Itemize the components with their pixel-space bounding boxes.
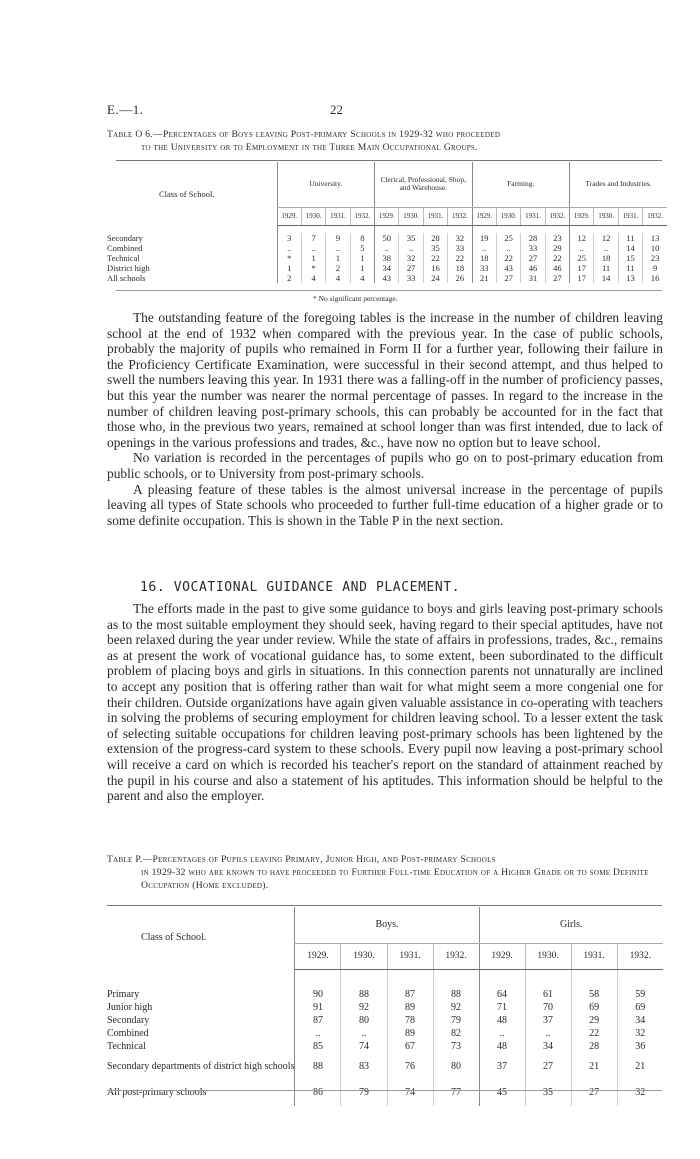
table-o6-cell: 32 [448,233,472,243]
table-o6-cell: 15 [618,253,642,263]
table-p-cell: 34 [525,1041,571,1054]
table-p-cell: 35 [525,1080,571,1106]
table-o6-cell: 10 [643,243,667,253]
table-p-row-label [107,1054,295,1080]
table-o6-cell: 43 [375,273,399,283]
table-p-year-header: 1931. [571,943,617,969]
paragraph: A pleasing feature of these tables is the almost universal increase in the percentage of pupils leaving all types of State schools who proceeded to further full-time education of a higher grade or to some definite occupation. This is shown in the Table P in the next section. [107,481,663,528]
table-o6-cell: 9 [326,233,350,243]
table-o6-row [107,233,667,243]
table-o6-cell: 3 [277,233,301,243]
table-p-row [107,1028,663,1041]
table-o6-cell: 1 [350,263,374,273]
table-o6-cell: 9 [643,263,667,273]
table-o6-cell: 32 [399,253,423,263]
table-p-group-header: Girls. [479,907,663,943]
table-o6-year-header: 1929. [375,207,399,225]
table-o6-cell: 19 [472,233,496,243]
table-o6-year-header: 1931. [521,207,545,225]
table-o6-row-label-text: Secondary [107,233,143,243]
table-p-body [107,989,663,1106]
table-o6-cell: 4 [301,273,325,283]
table-o6-cell: 11 [618,263,642,273]
table-o6-year-header: 1932. [448,207,472,225]
table-o6-cell: .. [594,243,618,253]
table-p-year-header: 1932. [433,943,479,969]
table-o6-cell: 2 [326,263,350,273]
table-o6-caption-rest: to the University or to Employment in the Three Main Occupational Groups. [141,142,478,153]
table-o6-cell: 33 [472,263,496,273]
table-o6-year-header: 1929. [570,207,594,225]
table-o6-cell: 7 [301,233,325,243]
table-o6-row-label [107,233,277,243]
table-o6-row-label-text: District high [107,263,150,273]
table-p-cell: 74 [387,1080,433,1106]
table-p-cell: 21 [571,1054,617,1080]
table-p-caption-lead: Table P.—Percentages of Pupils leaving Primary, Junior High, and Post-primary Schools [107,854,496,865]
table-p-caption [107,853,662,892]
table-p-row-label [107,1028,295,1041]
table-p-cell: 92 [341,1002,387,1015]
table-o6-cell: 18 [594,253,618,263]
table-o6-caption [107,128,662,154]
table-p-top-rule [107,905,662,906]
table-o6-cell: 33 [448,243,472,253]
table-p-row-label-text: All post-primary schools [107,1086,207,1098]
table-o6-group-header: University. [277,162,375,207]
table-p-row [107,1080,663,1106]
table-p-cell: 91 [295,1002,341,1015]
table-o6-cell: 1 [350,253,374,263]
table-o6-year-header: 1932. [350,207,374,225]
table-o6-cell: 29 [545,243,569,253]
table-o6-cell: 13 [643,233,667,243]
section-title: 16. VOCATIONAL GUIDANCE AND PLACEMENT. [140,580,461,595]
table-p-cell: 48 [479,1015,525,1028]
table-o6-cell: .. [301,243,325,253]
table-o6-cell: * [277,253,301,263]
body-text-section [107,601,663,804]
table-o6-year-header: 1932. [545,207,569,225]
table-o6-row [107,253,667,263]
table-p-cell: .. [295,1028,341,1041]
table-o6-cell: 27 [521,253,545,263]
table-p-cell: .. [525,1028,571,1041]
table-p-cell: 89 [387,1028,433,1041]
table-o6-cell: 1 [301,253,325,263]
table-o6-cell: 25 [570,253,594,263]
table-o6-cell: 4 [350,273,374,283]
table-p-class-header: Class of School. [141,931,207,943]
table-p-row-label-text: Secondary departments of district high schools [107,1060,295,1072]
table-p-row-label [107,1002,295,1015]
table-p-cell: 22 [571,1028,617,1041]
table-o6-cell: 14 [594,273,618,283]
table-o6-cell: 35 [399,233,423,243]
table-o6-cell: 23 [545,233,569,243]
table-p-cell: 88 [295,1054,341,1080]
table-p-cell: .. [341,1028,387,1041]
table-p-year-header: 1930. [341,943,387,969]
table-o6-cell: 5 [350,243,374,253]
table-p-cell: 37 [525,1015,571,1028]
page-number: 22 [330,102,343,117]
table-o6-cell: 22 [448,253,472,263]
table-o6-cell: 1 [277,263,301,273]
table-p-cell: 79 [433,1015,479,1028]
table-o6-year-header: 1930. [399,207,423,225]
table-o6-cell: .. [326,243,350,253]
table-o6-cell: 22 [545,253,569,263]
table-p-row-label [107,989,295,1002]
table-p-cell: 27 [571,1080,617,1106]
table-o6-row [107,273,667,283]
table-p-cell: 79 [341,1080,387,1106]
table-p-cell: 48 [479,1041,525,1054]
table-o6-cell: 21 [472,273,496,283]
table-o6-year-header: 1931. [423,207,447,225]
table-p-cell: 87 [387,989,433,1002]
table-o6-cell: 27 [545,273,569,283]
table-o6-row-label [107,253,277,263]
table-p-cell: 69 [571,1002,617,1015]
table-p-cell: 78 [387,1015,433,1028]
table-o6 [107,162,667,283]
table-p-cell: 87 [295,1015,341,1028]
table-p-row [107,1002,663,1015]
table-p-cell: 28 [571,1041,617,1054]
table-p-cell: 67 [387,1041,433,1054]
table-o6-cell: 28 [423,233,447,243]
table-p [107,907,663,1106]
table-p-cell: 64 [479,989,525,1002]
table-o6-row-label [107,243,277,253]
table-o6-row-label-text: All schools [107,273,146,283]
table-o6-cell: 23 [643,253,667,263]
table-p-cell: 92 [433,1002,479,1015]
table-o6-cell: 14 [618,243,642,253]
table-p-caption-rest: in 1929-32 who are known to have proceeded to Further Full-time Education of a Higher Grade or to some Definite Occupation (Home excluded). [141,867,649,891]
table-o6-group-header: Clerical, Professional, Shop, and Warehouse. [375,162,473,207]
table-p-cell: .. [479,1028,525,1041]
table-p-row [107,989,663,1002]
table-o6-cell: 34 [375,263,399,273]
table-p-cell: 71 [479,1002,525,1015]
table-p-cell: 82 [433,1028,479,1041]
table-o6-cell: 22 [423,253,447,263]
paragraph: The outstanding feature of the foregoing tables is the increase in the number of children leaving school at the end of 1932 when compared with the previous year. In the case of public schools, probably the majority of pupils who remained in Form II for a further year, following their failure in the Proficiency Certificate Examination, were successful in their second attempt, and thus helped to swell the numbers leaving this year. In 1931 there was a falling-off in the number of proficiency passes, but this year the number was nearer the normal percentage of passes. In regard to the increase in the number of children leaving post-primary schools, this can probably be accounted for in the fact that those who, in the previous two years, remained at school longer than was first intended, due to lack of openings in the various professions and trades, &c., have now no option but to leave school. [107,310,663,450]
document-code: E.—1. [107,102,144,117]
table-p-row-label [107,1015,295,1028]
table-p-row [107,1041,663,1054]
table-p-year-header: 1930. [525,943,571,969]
table-o6-group-header: Farming. [472,162,570,207]
table-o6-year-header: 1930. [594,207,618,225]
table-o6-row-label [107,273,277,283]
table-p-bottom-rule [107,1090,662,1091]
table-p-group-row [107,907,663,943]
table-o6-row-label-text: Technical [107,253,140,263]
table-p-cell: 29 [571,1015,617,1028]
table-o6-cell: 12 [594,233,618,243]
table-p-cell: 27 [525,1054,571,1080]
table-o6-cell: 25 [496,233,520,243]
table-p-cell: 86 [295,1080,341,1106]
table-p-row-label-text: Primary [107,989,140,1001]
table-o6-cell: 11 [618,233,642,243]
table-p-cell: 77 [433,1080,479,1106]
table-o6-cell: 12 [570,233,594,243]
table-o6-row [107,243,667,253]
table-p-row-label [107,1080,295,1106]
table-o6-cell: 16 [643,273,667,283]
table-o6-year-header: 1929. [472,207,496,225]
table-o6-cell: 46 [521,263,545,273]
table-p-cell: 88 [341,989,387,1002]
table-o6-cell: 35 [423,243,447,253]
table-p-cell: 36 [617,1041,663,1054]
table-o6-class-header: Class of School. [159,188,215,199]
table-o6-footnote: * No significant percentage. [313,294,398,303]
table-o6-cell: 13 [618,273,642,283]
paragraph: The efforts made in the past to give some guidance to boys and girls leaving post-primary schools as to the most suitable employment they should seek, having regard to their special aptitudes, have not been relaxed during the year under review. While the state of affairs in professions, trades, &c., remains as at present the work of vocational guidance has, to some extent, been subordinated to the difficult problem of placing boys and girls in situations. In this connection parents not unnaturally are inclined to accept any position that is offering rather than wait for what might seem a more congenial one for their children. Outside organizations have again given valuable assistance in co-operating with teachers in solving the problems of securing employment for children leaving school. To a lesser extent the task of selecting suitable occupations for children leaving post-primary schools has been lightened by the extension of the progress-card system to these schools. Every pupil now leaving a post-primary school will receive a card on which is recorded his teacher's report on the standard of attainment reached by the pupil in his course and also a statement of his aptitudes. This information should be helpful to the parent and also the employer. [107,601,664,804]
table-p-cell: 85 [295,1041,341,1054]
table-o6-bottom-rule [116,290,662,291]
table-p-cell: 58 [571,989,617,1002]
table-p-cell: 90 [295,989,341,1002]
table-o6-cell: 2 [277,273,301,283]
table-o6-year-header: 1930. [496,207,520,225]
table-o6-year-header: 1931. [618,207,642,225]
table-o6-row [107,263,667,273]
table-p-cell: 21 [617,1054,663,1080]
table-p-cell: 70 [525,1002,571,1015]
table-o6-cell: * [301,263,325,273]
table-p-year-header: 1929. [479,943,525,969]
table-p-cell: 59 [617,989,663,1002]
table-p-year-header: 1929. [295,943,341,969]
table-p-cell: 34 [617,1015,663,1028]
table-o6-cell: 28 [521,233,545,243]
table-p-row [107,1054,663,1080]
table-p-cell: 32 [617,1028,663,1041]
table-p-cell: 61 [525,989,571,1002]
table-o6-cell: 43 [496,263,520,273]
table-o6-cell: 50 [375,233,399,243]
table-o6-cell: 27 [496,273,520,283]
table-o6-top-rule [116,160,662,161]
table-p-cell: 88 [433,989,479,1002]
table-o6-cell: .. [472,243,496,253]
table-o6-cell: 8 [350,233,374,243]
table-o6-cell: 17 [570,263,594,273]
table-p-row-label-text: Secondary [107,1015,150,1027]
table-o6-cell: 4 [326,273,350,283]
table-o6-caption-lead: Table O 6.—Percentages of Boys leaving Post-primary Schools in 1929-32 who proceeded [107,129,501,140]
table-p-cell: 83 [341,1054,387,1080]
table-p-cell: 69 [617,1002,663,1015]
table-o6-cell: 1 [326,253,350,263]
table-p-cell: 80 [341,1015,387,1028]
table-p-cell: 76 [387,1054,433,1080]
table-o6-year-header: 1931. [326,207,350,225]
table-p-row-label-text: Technical [107,1041,146,1053]
table-p-cell: 89 [387,1002,433,1015]
table-o6-cell: 26 [448,273,472,283]
table-o6-body [107,233,667,283]
table-p-row-label [107,1041,295,1054]
table-o6-group-header: Trades and Industries. [570,162,668,207]
table-o6-cell: 11 [594,263,618,273]
table-o6-cell: 33 [521,243,545,253]
table-o6-cell: 16 [423,263,447,273]
table-o6-year-header: 1932. [643,207,667,225]
table-p-cell: 73 [433,1041,479,1054]
table-o6-cell: 17 [570,273,594,283]
table-p-year-header: 1932. [617,943,663,969]
table-p-year-header: 1931. [387,943,433,969]
paragraph: No variation is recorded in the percentages of pupils who go on to post-primary education from public schools, or to University from post-primary schools. [107,450,663,481]
table-o6-cell: 18 [472,253,496,263]
table-o6-cell: 24 [423,273,447,283]
table-o6-cell: 33 [399,273,423,283]
table-o6-cell: .. [496,243,520,253]
table-o6-cell: 31 [521,273,545,283]
table-p-cell: 37 [479,1054,525,1080]
table-o6-group-row [107,162,667,207]
table-p-cell: 45 [479,1080,525,1106]
table-o6-cell: .. [277,243,301,253]
table-o6-cell: .. [375,243,399,253]
table-p-cell: 80 [433,1054,479,1080]
table-o6-cell: 27 [399,263,423,273]
table-o6-cell: 18 [448,263,472,273]
table-p-row-label-text: Combined [107,1028,149,1040]
table-o6-year-header: 1929. [277,207,301,225]
table-o6-year-header: 1930. [301,207,325,225]
table-o6-cell: 38 [375,253,399,263]
table-o6-cell: .. [570,243,594,253]
table-p-row [107,1015,663,1028]
table-o6-cell: .. [399,243,423,253]
body-text-top [107,310,663,528]
table-o6-row-label [107,263,277,273]
table-p-row-label-text: Junior high [107,1002,153,1014]
table-o6-cell: 22 [496,253,520,263]
table-o6-cell: 46 [545,263,569,273]
table-p-cell: 74 [341,1041,387,1054]
table-o6-row-label-text: Combined [107,243,143,253]
table-p-cell: 32 [617,1080,663,1106]
table-p-group-header: Boys. [295,907,479,943]
